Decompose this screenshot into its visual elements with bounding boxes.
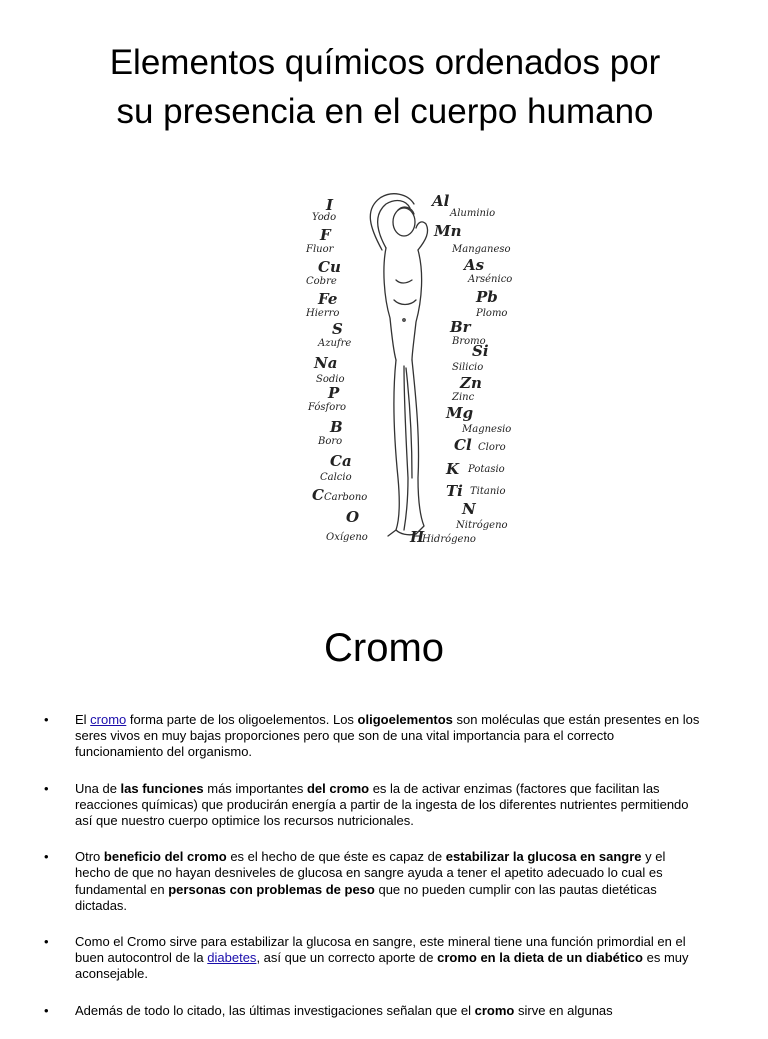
element-symbol: Zn [460, 374, 482, 392]
element-symbol: Si [472, 342, 489, 360]
bullet-icon: • [44, 1002, 49, 1018]
bold-text: beneficio del cromo [103, 849, 227, 865]
title-line-2: su presencia en el cuerpo humano [116, 92, 654, 131]
element-name: Azufre [318, 338, 352, 349]
element-symbol: As [464, 256, 485, 274]
element-name: Cloro [478, 442, 506, 453]
section-title: Cromo [323, 626, 445, 670]
human-body-elements-illustration [300, 188, 526, 546]
bold-text: del cromo [306, 780, 370, 796]
element-name: Silicio [452, 362, 484, 373]
element-symbol: K [446, 460, 460, 478]
bullet-icon: • [44, 712, 49, 727]
element-name: Oxígeno [326, 532, 368, 543]
bold-text: oligoelementos [357, 712, 453, 727]
element-name: Arsénico [468, 274, 513, 285]
element-name: Titanio [470, 486, 506, 497]
element-symbol: Cl [454, 436, 472, 454]
human-figure-drawing [300, 188, 526, 546]
element-name: Sodio [316, 374, 345, 385]
text: Como el Cromo sirve para estabilizar la glucosa en sangre, este mineral tiene una función primordial en el buen autocontrol de la [75, 934, 686, 966]
text: Otro [75, 849, 104, 865]
element-symbol: Al [432, 192, 450, 210]
element-symbol: P [328, 384, 340, 402]
element-name: Hidrógeno [422, 534, 476, 545]
element-symbol: Br [450, 318, 471, 336]
element-symbol: N [462, 500, 476, 518]
page-title [40, 38, 730, 136]
element-symbol: Fe [318, 290, 338, 308]
element-symbol: Ti [446, 482, 463, 500]
element-name: Plomo [476, 308, 508, 319]
element-symbol: H [410, 528, 425, 546]
element-name: Manganeso [452, 244, 511, 255]
element-symbol: Pb [476, 288, 498, 306]
element-name: Boro [318, 436, 343, 447]
text: son moléculas que están presentes en los seres vivos en muy bajas proporciones pero que son de una vital importancia para el correcto funcionamiento del organismo. [75, 712, 700, 760]
element-name: Carbono [324, 492, 368, 503]
text: que no pueden cumplir con las pautas dietéticas dictadas. [75, 881, 657, 913]
text: es la de activar enzimas (factores que facilitan las reacciones químicas) que producirán energía a partir de la ingesta de los diferentes nutrientes permitiendo así que nuestro cuerpo optimice los recursos nutricionales. [75, 780, 689, 829]
element-symbol: Cu [318, 258, 341, 276]
element-name: Bromo [452, 336, 486, 347]
element-name: Hierro [306, 308, 340, 319]
element-symbol: F [320, 226, 331, 244]
list-item [44, 1003, 704, 1019]
element-name: Cobre [306, 276, 337, 287]
text: sirve en algunas [514, 1002, 613, 1018]
text: forma parte de los oligoelementos. Los [126, 712, 358, 727]
text: , así que un correcto aporte de [256, 950, 438, 966]
human-figure-outline [370, 194, 427, 536]
element-name: Fósforo [308, 402, 347, 413]
bold-text: estabilizar la glucosa en sangre [445, 849, 642, 865]
element-name: Aluminio [450, 208, 496, 219]
element-symbol: O [346, 508, 360, 526]
text: es el hecho de que éste es capaz de [226, 849, 446, 865]
list-item [44, 934, 704, 983]
bullet-list [44, 712, 704, 1039]
bold-text: personas con problemas de peso [168, 881, 375, 897]
element-symbol: Mn [434, 222, 462, 240]
text: es muy aconsejable. [75, 950, 689, 982]
element-symbol: Ca [330, 452, 352, 470]
title-line-1: Elementos químicos ordenados por [109, 43, 661, 82]
element-name: Calcio [320, 472, 352, 483]
text: más importantes [203, 780, 307, 796]
element-name: Magnesio [462, 424, 512, 435]
text: Una de [75, 780, 121, 796]
diabetes-link[interactable]: diabetes [207, 950, 257, 966]
list-item [44, 849, 704, 914]
element-labels [305, 192, 512, 546]
text: El [75, 712, 91, 727]
element-symbol: S [332, 320, 343, 338]
list-item [44, 781, 704, 830]
element-symbol: Mg [446, 404, 474, 422]
bullet-icon: • [44, 934, 49, 950]
cromo-link[interactable]: cromo [90, 712, 127, 727]
list-item [44, 712, 704, 761]
element-symbol: Na [314, 354, 338, 372]
text: Además de todo lo citado, las últimas investigaciones señalan que el [75, 1002, 475, 1018]
text: y el hecho de que no hayan desniveles de glucosa en sangre ayuda a tener el apetito adecuado lo cual es fundamental en [75, 849, 666, 897]
bold-text: las funciones [120, 780, 204, 796]
element-name: Yodo [312, 212, 337, 223]
element-name: Nitrógeno [456, 520, 508, 531]
bullet-icon: • [44, 780, 49, 796]
element-name: Zinc [452, 392, 475, 403]
bold-text: cromo en la dieta de un diabético [437, 950, 643, 966]
element-symbol: I [326, 196, 334, 214]
element-symbol: C [312, 486, 324, 504]
bold-text: cromo [474, 1002, 515, 1018]
element-symbol: B [330, 418, 343, 436]
element-name: Potasio [468, 464, 505, 475]
element-name: Fluor [306, 244, 334, 255]
bullet-icon: • [44, 849, 49, 865]
